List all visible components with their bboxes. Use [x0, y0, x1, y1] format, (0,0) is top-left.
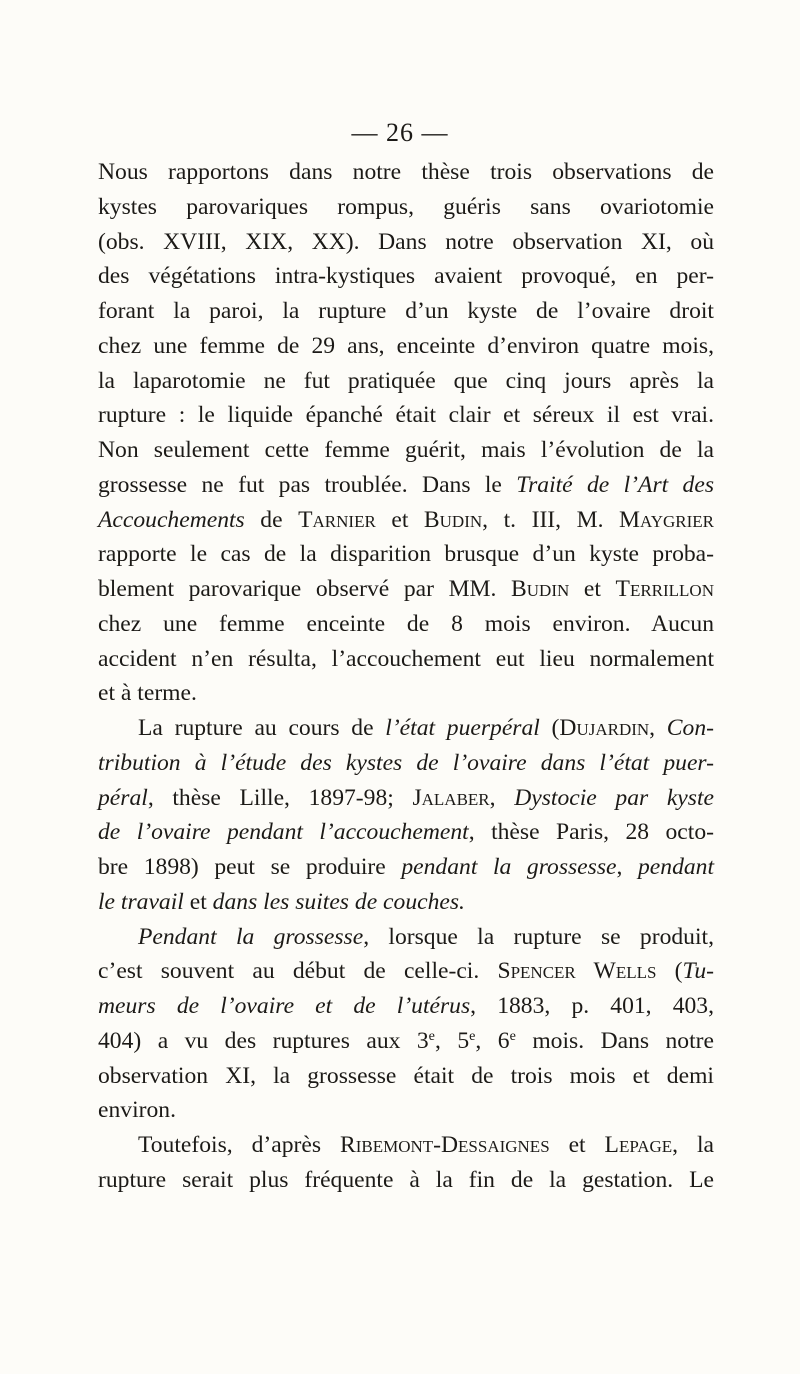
text-line — [98, 1059, 714, 1094]
text-run: , t. III, M. — [482, 506, 620, 533]
text-run: Toutefois, d’après — [138, 1132, 340, 1158]
italic-run: Traité de l’Art des — [516, 471, 714, 498]
text-run: , lorsque la rupture se produit, — [363, 923, 714, 950]
text-run: forant la paroi, la rupture d’un kyste de l’ovaire droit — [98, 298, 714, 324]
text-run: , thèse Paris, 28 octo- — [468, 819, 714, 846]
text-line — [98, 364, 714, 399]
text-line — [98, 468, 714, 503]
small-caps-name: Budin — [423, 506, 483, 533]
text-line — [98, 711, 714, 746]
text-run: La rupture au cours de — [138, 715, 386, 741]
small-caps-name: Spencer Wells — [497, 958, 657, 985]
text-line — [98, 642, 714, 677]
superscript: e — [428, 1027, 435, 1044]
text-line — [98, 920, 714, 955]
small-caps-name: Ribemont-Dessaignes — [339, 1132, 550, 1158]
text-run: mois. Dans notre — [515, 1027, 714, 1054]
italic-run: péral — [98, 784, 148, 811]
text-run: et à terme. — [98, 680, 197, 707]
text-run: , thèse Lille, 1897-98; — [147, 784, 413, 811]
small-caps-name: Budin — [511, 576, 570, 602]
italic-run: Tu- — [682, 958, 714, 985]
text-line — [98, 225, 714, 260]
text-run: blement parovarique observé par MM. — [98, 576, 512, 602]
text-line — [98, 1093, 714, 1128]
text-run: rupture : le liquide épanché était clair et séreux il est vrai. — [98, 402, 714, 429]
text-run: c’est souvent au début de celle-ci. — [98, 958, 498, 985]
text-run: , 1883, p. 401, 403, — [470, 993, 715, 1019]
text-line — [98, 746, 714, 781]
text-line — [98, 1128, 714, 1163]
text-line — [98, 155, 714, 190]
text-line — [98, 1024, 714, 1059]
text-run: kystes parovariques rompus, guéris sans ovariotomie — [98, 193, 714, 220]
italic-run: tribution à l’étude des kystes de l’ovaire dans l’état puer- — [98, 749, 714, 776]
text-line — [98, 572, 714, 607]
text-line — [98, 676, 714, 711]
text-line — [98, 989, 714, 1024]
text-run: et — [549, 1132, 605, 1158]
text-run: , 5 — [434, 1027, 470, 1054]
small-caps-name: Tarnier — [298, 506, 376, 533]
text-line — [98, 398, 714, 433]
small-caps-name: Maygrier — [619, 506, 714, 533]
text-run: rapporte le cas de la disparition brusque d’un kyste proba- — [98, 541, 714, 568]
text-line — [98, 329, 714, 364]
text-line — [98, 781, 714, 816]
text-run: ( — [656, 958, 683, 985]
text-run: , — [489, 784, 515, 811]
text-run: et — [569, 576, 616, 602]
italic-run: le travail — [98, 888, 184, 915]
superscript: e — [509, 1027, 516, 1044]
italic-run: pendant la grossesse — [401, 854, 617, 880]
text-run: , — [649, 715, 667, 741]
small-caps-name: Terrillon — [615, 576, 714, 602]
text-line — [98, 294, 714, 329]
text-run: grossesse ne fut pas troublée. Dans le — [98, 471, 517, 498]
page-number: — 26 — — [351, 118, 449, 147]
italic-run: Dystocie par kyste — [514, 784, 714, 811]
text-line — [98, 954, 714, 989]
text-run: et — [183, 888, 213, 915]
text-line — [98, 885, 714, 920]
text-line — [98, 850, 714, 885]
text-line — [98, 815, 714, 850]
italic-run: pendant — [638, 854, 715, 880]
text-run: et — [375, 506, 424, 533]
text-run: la laparotomie ne fut pratiquée que cinq jours après la — [98, 367, 714, 394]
small-caps-name: Dujardin — [559, 715, 650, 741]
text-run: chez une femme enceinte de 8 mois environ. Aucun — [98, 610, 714, 637]
text-run: rupture serait plus fréquente à la fin de la gestation. Le — [98, 1166, 714, 1193]
text-run: observation XI, la grossesse était de trois mois et demi — [98, 1062, 714, 1089]
italic-run: l’état puerpéral — [385, 715, 540, 741]
text-run: Non seulement cette femme guérit, mais l’évolution de la — [98, 437, 714, 463]
small-caps-name: Jalaber — [412, 784, 490, 811]
text-run: ( — [539, 715, 560, 741]
text-line — [98, 433, 714, 468]
text-run: bre 1898) peut se produire — [98, 854, 402, 880]
superscript: e — [469, 1027, 476, 1044]
italic-run: Accouchements — [98, 506, 245, 533]
small-caps-name: Lepage — [604, 1132, 673, 1158]
text-run: environ. — [98, 1097, 176, 1124]
text-run: des végétations intra-kystiques avaient provoqué, en per- — [98, 263, 714, 290]
text-line — [98, 607, 714, 642]
text-line — [98, 190, 714, 225]
text-line — [98, 259, 714, 294]
italic-run: Pendant la grossesse — [138, 923, 364, 950]
body-text — [98, 155, 714, 1198]
italic-run: Con- — [666, 715, 714, 741]
text-run: de — [244, 506, 299, 533]
text-run: , 6 — [475, 1027, 510, 1054]
text-run: accident n’en résulta, l’accouchement eut lieu normalement — [98, 645, 714, 672]
text-run: chez une femme de 29 ans, enceinte d’environ quatre mois, — [98, 332, 714, 359]
italic-run: dans les suites de couches. — [212, 888, 465, 915]
text-run: (obs. XVIII, XIX, XX). Dans notre observation XI, où — [98, 228, 714, 255]
text-run: , — [616, 854, 638, 880]
text-run: Nous rapportons dans notre thèse trois observations de — [98, 159, 714, 185]
italic-run: de l’ovaire pendant l’accouchement — [98, 819, 469, 846]
text-line — [98, 503, 714, 538]
text-run: 404) a vu des ruptures aux 3 — [98, 1027, 429, 1054]
text-line — [98, 537, 714, 572]
text-run: , la — [672, 1132, 715, 1158]
text-line — [98, 1163, 714, 1198]
italic-run: meurs de l’ovaire et de l’utérus — [98, 993, 471, 1019]
